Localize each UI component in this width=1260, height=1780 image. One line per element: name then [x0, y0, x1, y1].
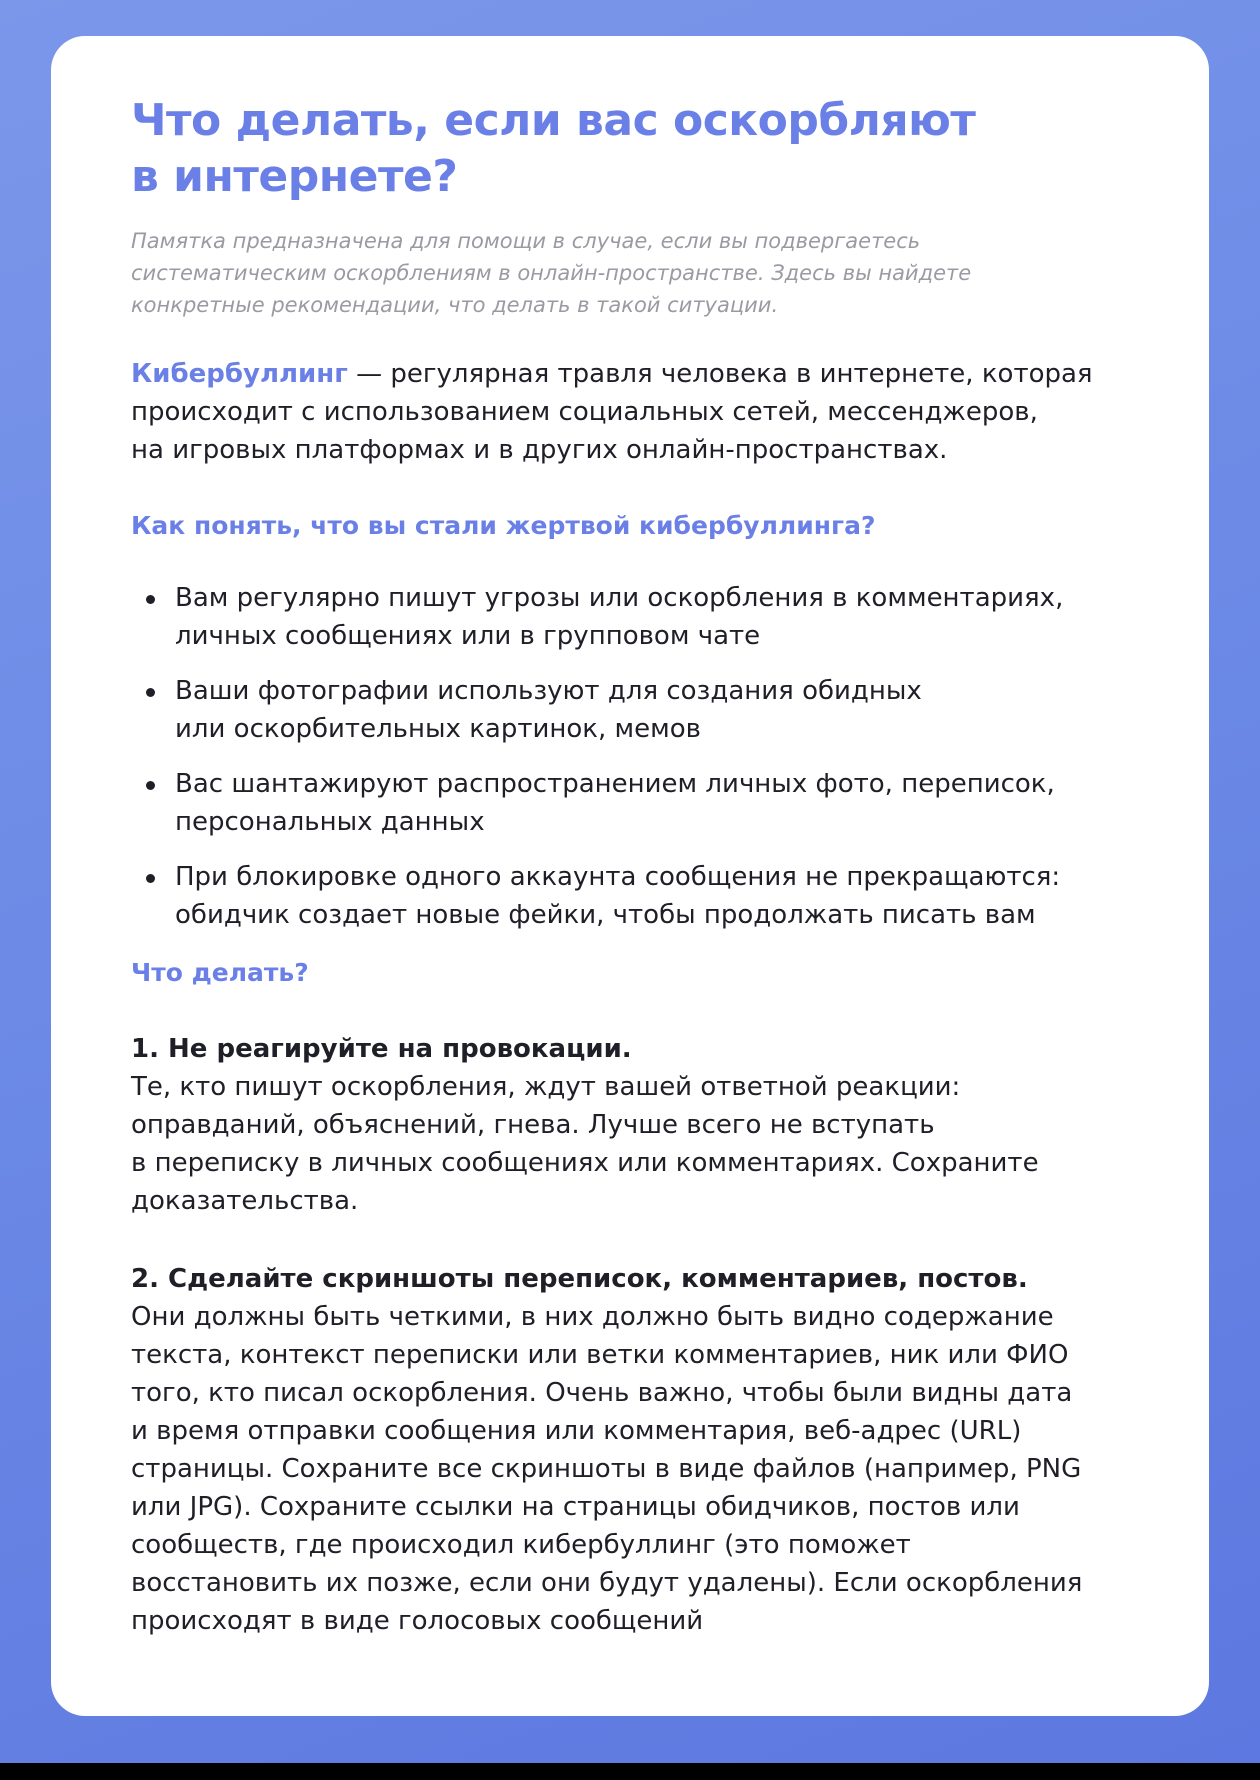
step-1-text	[131, 1068, 1129, 1220]
bullet-icon	[146, 781, 155, 790]
actions-heading: Что делать?	[131, 958, 309, 987]
step-2-line: страницы. Сохраните все скриншоты в виде файлов (например, PNG	[131, 1454, 1082, 1484]
definition-line-2: происходит с использованием социальных сетей, мессенджеров,	[131, 397, 1038, 427]
sign-line-1: Ваши фотографии используют для создания обидных	[175, 676, 922, 706]
step-2-line: и время отправки сообщения или комментария, веб-адрес (URL)	[131, 1416, 1022, 1446]
sign-line-2: или оскорбительных картинок, мемов	[175, 714, 701, 744]
definition-term: Кибербуллинг	[131, 359, 348, 389]
bullet-icon	[146, 595, 155, 604]
sign-line-2: личных сообщениях или в групповом чате	[175, 621, 761, 651]
step-1-title: 1. Не реагируйте на провокации.	[131, 1034, 632, 1064]
list-item	[131, 672, 1129, 748]
step-1-line: Те, кто пишут оскорбления, ждут вашей ответной реакции:	[131, 1072, 961, 1102]
title-line-1: Что делать, если вас оскорбляют	[131, 95, 976, 146]
step-2-line: текста, контекст переписки или ветки комментариев, ник или ФИО	[131, 1340, 1069, 1370]
signs-list	[131, 579, 1129, 934]
step-2-line: восстановить их позже, если они будут удалены). Если оскорбления	[131, 1568, 1083, 1598]
step-2-text	[131, 1298, 1129, 1640]
page-subtitle	[131, 225, 1129, 321]
signs-heading: Как понять, что вы стали жертвой кибербуллинга?	[131, 511, 876, 540]
subtitle-line-2: систематическим оскорблениям в онлайн-пространстве. Здесь вы найдете	[131, 261, 972, 285]
step-2-line: или JPG). Сохраните ссылки на страницы обидчиков, постов или	[131, 1492, 1020, 1522]
sign-line-2: персональных данных	[175, 807, 485, 837]
step-1-line: в переписку в личных сообщениях или комментариях. Сохраните	[131, 1148, 1039, 1178]
list-item	[131, 579, 1129, 655]
sign-line-1: Вас шантажируют распространением личных фото, переписок,	[175, 769, 1055, 799]
sign-line-1: Вам регулярно пишут угрозы или оскорбления в комментариях,	[175, 583, 1064, 613]
bullet-icon	[146, 688, 155, 697]
definition-line-3: на игровых платформах и в других онлайн-пространствах.	[131, 435, 948, 465]
subtitle-line-3: конкретные рекомендации, что делать в такой ситуации.	[131, 293, 779, 317]
step-2-line: того, кто писал оскорбления. Очень важно, чтобы были видны дата	[131, 1378, 1073, 1408]
step-1-line: оправданий, объяснений, гнева. Лучше всего не вступать	[131, 1110, 935, 1140]
step-2-line: происходят в виде голосовых сообщений	[131, 1606, 704, 1636]
step-2-line: Они должны быть четкими, в них должно быть видно содержание	[131, 1302, 1054, 1332]
step-2-title: 2. Сделайте скриншоты переписок, комментариев, постов.	[131, 1264, 1028, 1294]
memo-card	[51, 36, 1209, 1716]
subtitle-line-1: Памятка предназначена для помощи в случае, если вы подвергаетесь	[131, 229, 921, 253]
definition-line-1: — регулярная травля человека в интернете, которая	[347, 359, 1093, 389]
bullet-icon	[146, 874, 155, 883]
sign-line-1: При блокировке одного аккаунта сообщения не прекращаются:	[175, 862, 1061, 892]
cyberbullying-definition	[131, 355, 1129, 469]
page-title	[131, 93, 1129, 205]
list-item	[131, 858, 1129, 934]
step-2-line: сообществ, где происходил кибербуллинг (это поможет	[131, 1530, 911, 1560]
step-1-line: доказательства.	[131, 1186, 359, 1216]
title-line-2: в интернете?	[131, 151, 458, 202]
list-item	[131, 765, 1129, 841]
sign-line-2: обидчик создает новые фейки, чтобы продолжать писать вам	[175, 900, 1036, 930]
